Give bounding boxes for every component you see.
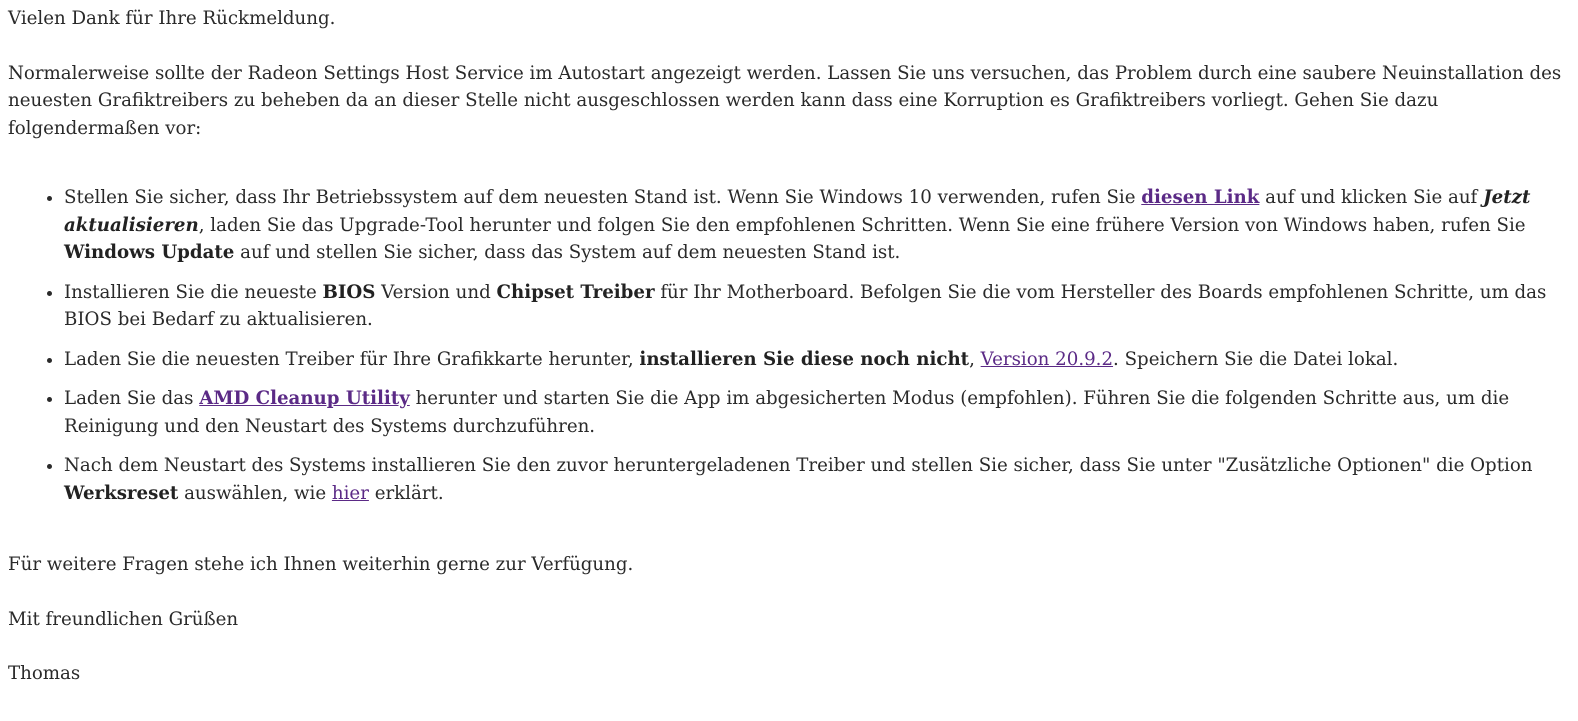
step-text: Installieren Sie die neueste [64,281,323,303]
list-item-update-os [64,184,1570,267]
step-text: Version und [375,281,497,303]
step-text: , laden Sie das Upgrade-Tool herunter und folgen Sie den empfohlenen Schritten. Wenn Sie eine frühere Version von Windows haben, rufen Sie [198,214,1526,236]
list-item-download-driver [64,346,1570,374]
step-text: herunter und starten Sie die App im abgesicherten Modus (empfohlen). Führen Sie die folgenden Schritte aus, um die Reinigung und den Neustart des Systems durchzuführen. [64,388,1510,437]
closing-text: Mit freundlichen Grüßen [8,608,239,630]
jetzt-aktualisieren-emphasis: Jetzt aktualisieren [64,187,1531,236]
werksreset-bold: Werksreset [64,482,179,504]
list-item-cleanup-utility [64,385,1570,440]
step-text: , [969,348,981,370]
bios-bold: BIOS [322,281,376,303]
step-text: Stellen Sie sicher, dass Ihr Betriebssystem auf dem neuesten Stand ist. Wenn Sie Windows 10 verwenden, rufen Sie [64,187,1142,208]
windows-update-bold: Windows Update [64,242,235,263]
step-text: Laden Sie die neuesten Treiber für Ihre Grafikkarte herunter, [64,348,640,370]
step-text: für Ihr Motherboard. Befolgen Sie die vom Hersteller des Boards empfohlenen Schritte, um das BIOS bei Bedarf zu aktualisieren. [64,281,1547,330]
further-questions-text: Für weitere Fragen stehe ich Ihnen weiterhin gerne zur Verfügung. [8,554,634,575]
steps-list [8,184,1570,507]
hier-link[interactable]: hier [331,482,369,504]
intro-paragraph: Normalerweise sollte der Radeon Settings Host Service im Autostart angezeigt werden. Lassen Sie uns versuchen, das Problem durch eine saubere Neuinstallation des neuesten Grafiktreibers zu beheben da an dieser Stelle nicht ausgeschlossen werden kann dass eine Korruption es Grafiktreibers vorliegt. Gehen Sie dazu folgendermaßen vor: [8,62,1562,139]
step-text: Nach dem Neustart des Systems installieren Sie den zuvor heruntergeladenen Treiber und stellen Sie sicher, dass Sie unter "Zusätzliche Optionen" die Option [64,455,1533,476]
step-text: auf und klicken Sie auf [1259,187,1484,208]
chipset-treiber-bold: Chipset Treiber [496,281,655,303]
greeting-text: Vielen Dank für Ihre Rückmeldung. [8,8,336,29]
list-item-bios-chipset [64,279,1570,334]
step-text: auswählen, wie [178,482,332,504]
list-item-factory-reset [64,452,1570,507]
step-text: Laden Sie das [64,388,200,409]
step-text: auf und stellen Sie sicher, dass das System auf dem neuesten Stand ist. [234,242,901,263]
step-text: erklärt. [368,482,444,504]
signature-text: Thomas [8,663,81,684]
version-link[interactable]: Version 20.9.2 [980,348,1114,370]
do-not-install-bold: installieren Sie diese noch nicht [639,348,970,370]
amd-cleanup-utility-link[interactable]: AMD Cleanup Utility [199,388,410,409]
diesen-link-link[interactable]: diesen Link [1141,187,1260,208]
step-text: . Speichern Sie die Datei lokal. [1113,348,1399,370]
